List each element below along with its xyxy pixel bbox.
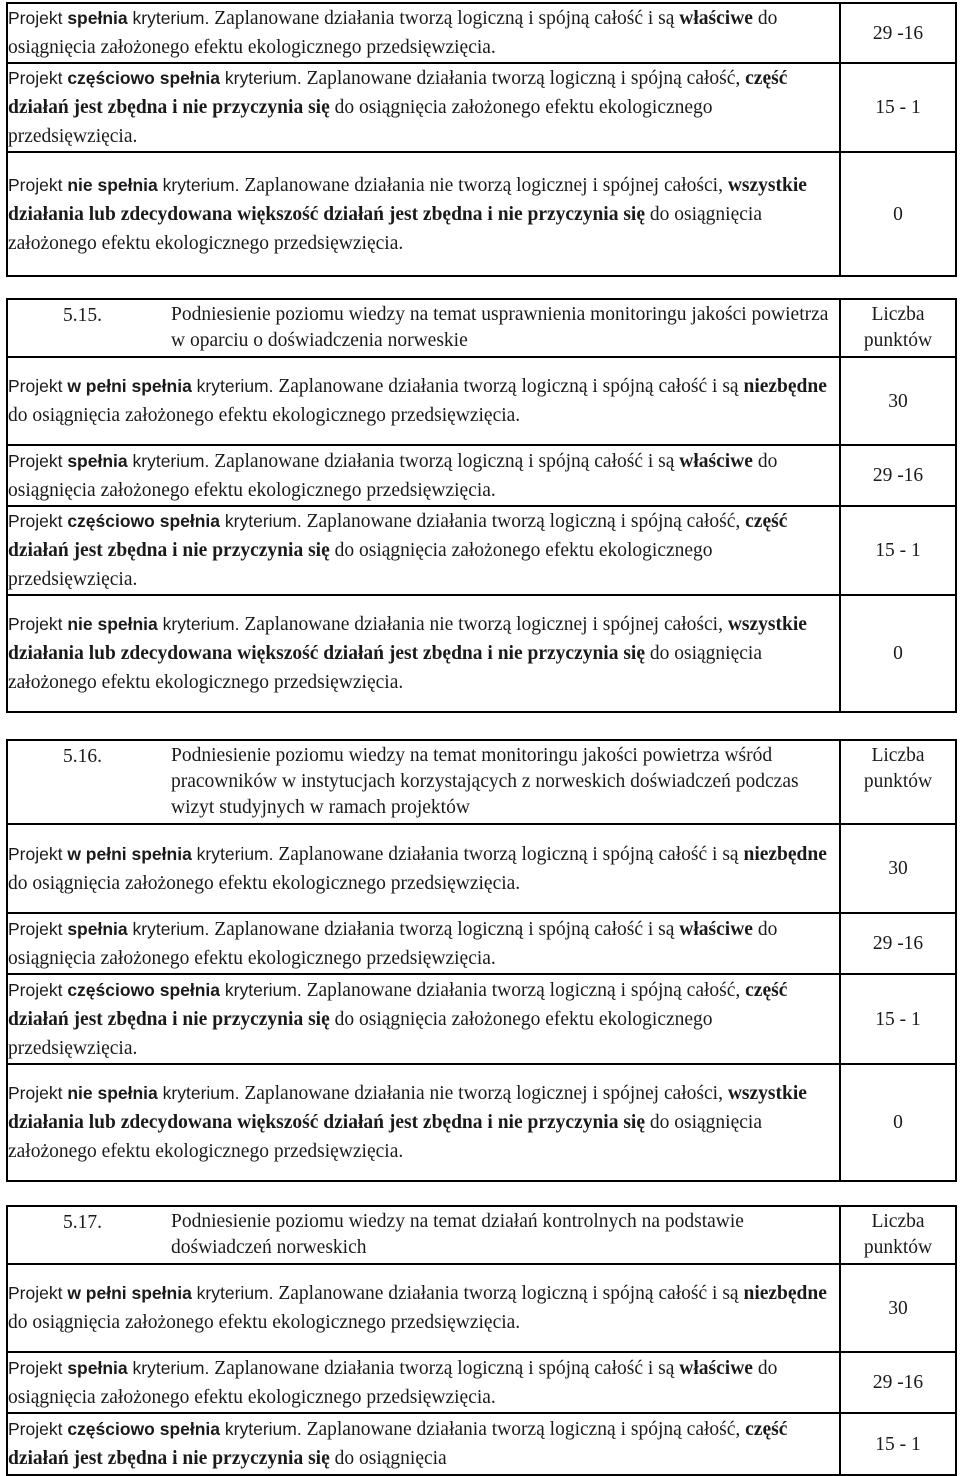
criterion-row	[7, 3, 956, 63]
points-header: Liczba punktów	[863, 745, 933, 792]
criterion-row	[7, 445, 956, 506]
criterion-points: 15 - 1	[840, 974, 956, 1064]
criterion-row	[7, 1413, 956, 1475]
criterion-description: Projekt w pełni spełnia kryterium. Zaplanowane działania tworzą logiczną i spójną całość i są niezbędne do osiągnięcia założonego efektu ekologicznego przedsięwzięcia.	[7, 824, 840, 913]
criteria-table-continued	[6, 2, 957, 277]
points-header-cell	[840, 740, 956, 824]
criterion-points: 30	[840, 1264, 956, 1352]
criterion-points: 30	[840, 824, 956, 913]
section-title: Podniesienie poziomu wiedzy na temat monitoringu jakości powietrza wśród pracowników w instytucjach korzystających z norweskich doświadczeń podczas wizyt studyjnych w ramach projektów	[171, 745, 799, 818]
criterion-description: Projekt spełnia kryterium. Zaplanowane działania tworzą logiczną i spójną całość i są właściwe do osiągnięcia założonego efektu ekologicznego przedsięwzięcia.	[7, 913, 840, 974]
criterion-row	[7, 974, 956, 1064]
criteria-table-5-15	[6, 298, 957, 713]
section-title-cell	[7, 740, 840, 824]
criterion-points: 0	[840, 1064, 956, 1181]
criterion-points: 29 -16	[840, 445, 956, 506]
criterion-points: 29 -16	[840, 913, 956, 974]
criterion-row	[7, 595, 956, 712]
criterion-description: Projekt spełnia kryterium. Zaplanowane działania tworzą logiczną i spójną całość i są właściwe do osiągnięcia założonego efektu ekologicznego przedsięwzięcia.	[7, 3, 840, 63]
section-number: 5.16.	[63, 746, 102, 767]
section-title: Podniesienie poziomu wiedzy na temat działań kontrolnych na podstawie doświadczeń norweskich	[171, 1211, 744, 1258]
points-header: Liczba punktów	[863, 1211, 933, 1258]
points-header-cell	[840, 1206, 956, 1264]
criterion-row	[7, 506, 956, 595]
section-title: Podniesienie poziomu wiedzy na temat usprawnienia monitoringu jakości powietrza w oparciu o doświadczenia norweskie	[171, 304, 829, 351]
criterion-row	[7, 152, 956, 276]
criterion-points: 15 - 1	[840, 506, 956, 595]
criterion-row	[7, 1064, 956, 1181]
points-header: Liczba punktów	[863, 304, 933, 351]
section-number: 5.15.	[63, 305, 102, 326]
criterion-description: Projekt częściowo spełnia kryterium. Zaplanowane działania tworzą logiczną i spójną całość, część działań jest zbędna i nie przyczynia się do osiągnięcia założonego efektu ekologicznego przedsięwzięcia.	[7, 63, 840, 152]
criterion-row	[7, 63, 956, 152]
section-title-cell	[7, 1206, 840, 1264]
criterion-points: 29 -16	[840, 1352, 956, 1413]
criterion-row	[7, 1264, 956, 1352]
criterion-points: 0	[840, 595, 956, 712]
criterion-description: Projekt częściowo spełnia kryterium. Zaplanowane działania tworzą logiczną i spójną całość, część działań jest zbędna i nie przyczynia się do osiągnięcia założonego efektu ekologicznego przedsięwzięcia.	[7, 974, 840, 1064]
section-title-cell	[7, 299, 840, 357]
criteria-table-5-17	[6, 1205, 957, 1476]
criterion-row	[7, 824, 956, 913]
section-number: 5.17.	[63, 1212, 102, 1233]
criterion-row	[7, 1352, 956, 1413]
criterion-description: Projekt częściowo spełnia kryterium. Zaplanowane działania tworzą logiczną i spójną całość, część działań jest zbędna i nie przyczynia się do osiągnięcia	[7, 1413, 840, 1475]
criterion-points: 15 - 1	[840, 1413, 956, 1475]
criterion-row	[7, 913, 956, 974]
section-header	[7, 1206, 956, 1264]
section-header	[7, 299, 956, 357]
criterion-description: Projekt nie spełnia kryterium. Zaplanowane działania nie tworzą logicznej i spójnej całości, wszystkie działania lub zdecydowana większość działań jest zbędna i nie przyczynia się do osiągnięcia założonego efektu ekologicznego przedsięwzięcia.	[7, 1064, 840, 1181]
criterion-description: Projekt w pełni spełnia kryterium. Zaplanowane działania tworzą logiczną i spójną całość i są niezbędne do osiągnięcia założonego efektu ekologicznego przedsięwzięcia.	[7, 1264, 840, 1352]
criterion-description: Projekt częściowo spełnia kryterium. Zaplanowane działania tworzą logiczną i spójną całość, część działań jest zbędna i nie przyczynia się do osiągnięcia założonego efektu ekologicznego przedsięwzięcia.	[7, 506, 840, 595]
section-header	[7, 740, 956, 824]
criterion-description: Projekt spełnia kryterium. Zaplanowane działania tworzą logiczną i spójną całość i są właściwe do osiągnięcia założonego efektu ekologicznego przedsięwzięcia.	[7, 445, 840, 506]
criterion-points: 29 -16	[840, 3, 956, 63]
criteria-table-5-16	[6, 739, 957, 1182]
criterion-points: 30	[840, 357, 956, 445]
criterion-points: 0	[840, 152, 956, 276]
criterion-points: 15 - 1	[840, 63, 956, 152]
criterion-description: Projekt nie spełnia kryterium. Zaplanowane działania nie tworzą logicznej i spójnej całości, wszystkie działania lub zdecydowana większość działań jest zbędna i nie przyczynia się do osiągnięcia założonego efektu ekologicznego przedsięwzięcia.	[7, 152, 840, 276]
criterion-description: Projekt spełnia kryterium. Zaplanowane działania tworzą logiczną i spójną całość i są właściwe do osiągnięcia założonego efektu ekologicznego przedsięwzięcia.	[7, 1352, 840, 1413]
criterion-description: Projekt w pełni spełnia kryterium. Zaplanowane działania tworzą logiczną i spójną całość i są niezbędne do osiągnięcia założonego efektu ekologicznego przedsięwzięcia.	[7, 357, 840, 445]
criterion-description: Projekt nie spełnia kryterium. Zaplanowane działania nie tworzą logicznej i spójnej całości, wszystkie działania lub zdecydowana większość działań jest zbędna i nie przyczynia się do osiągnięcia założonego efektu ekologicznego przedsięwzięcia.	[7, 595, 840, 712]
points-header-cell	[840, 299, 956, 357]
criterion-row	[7, 357, 956, 445]
